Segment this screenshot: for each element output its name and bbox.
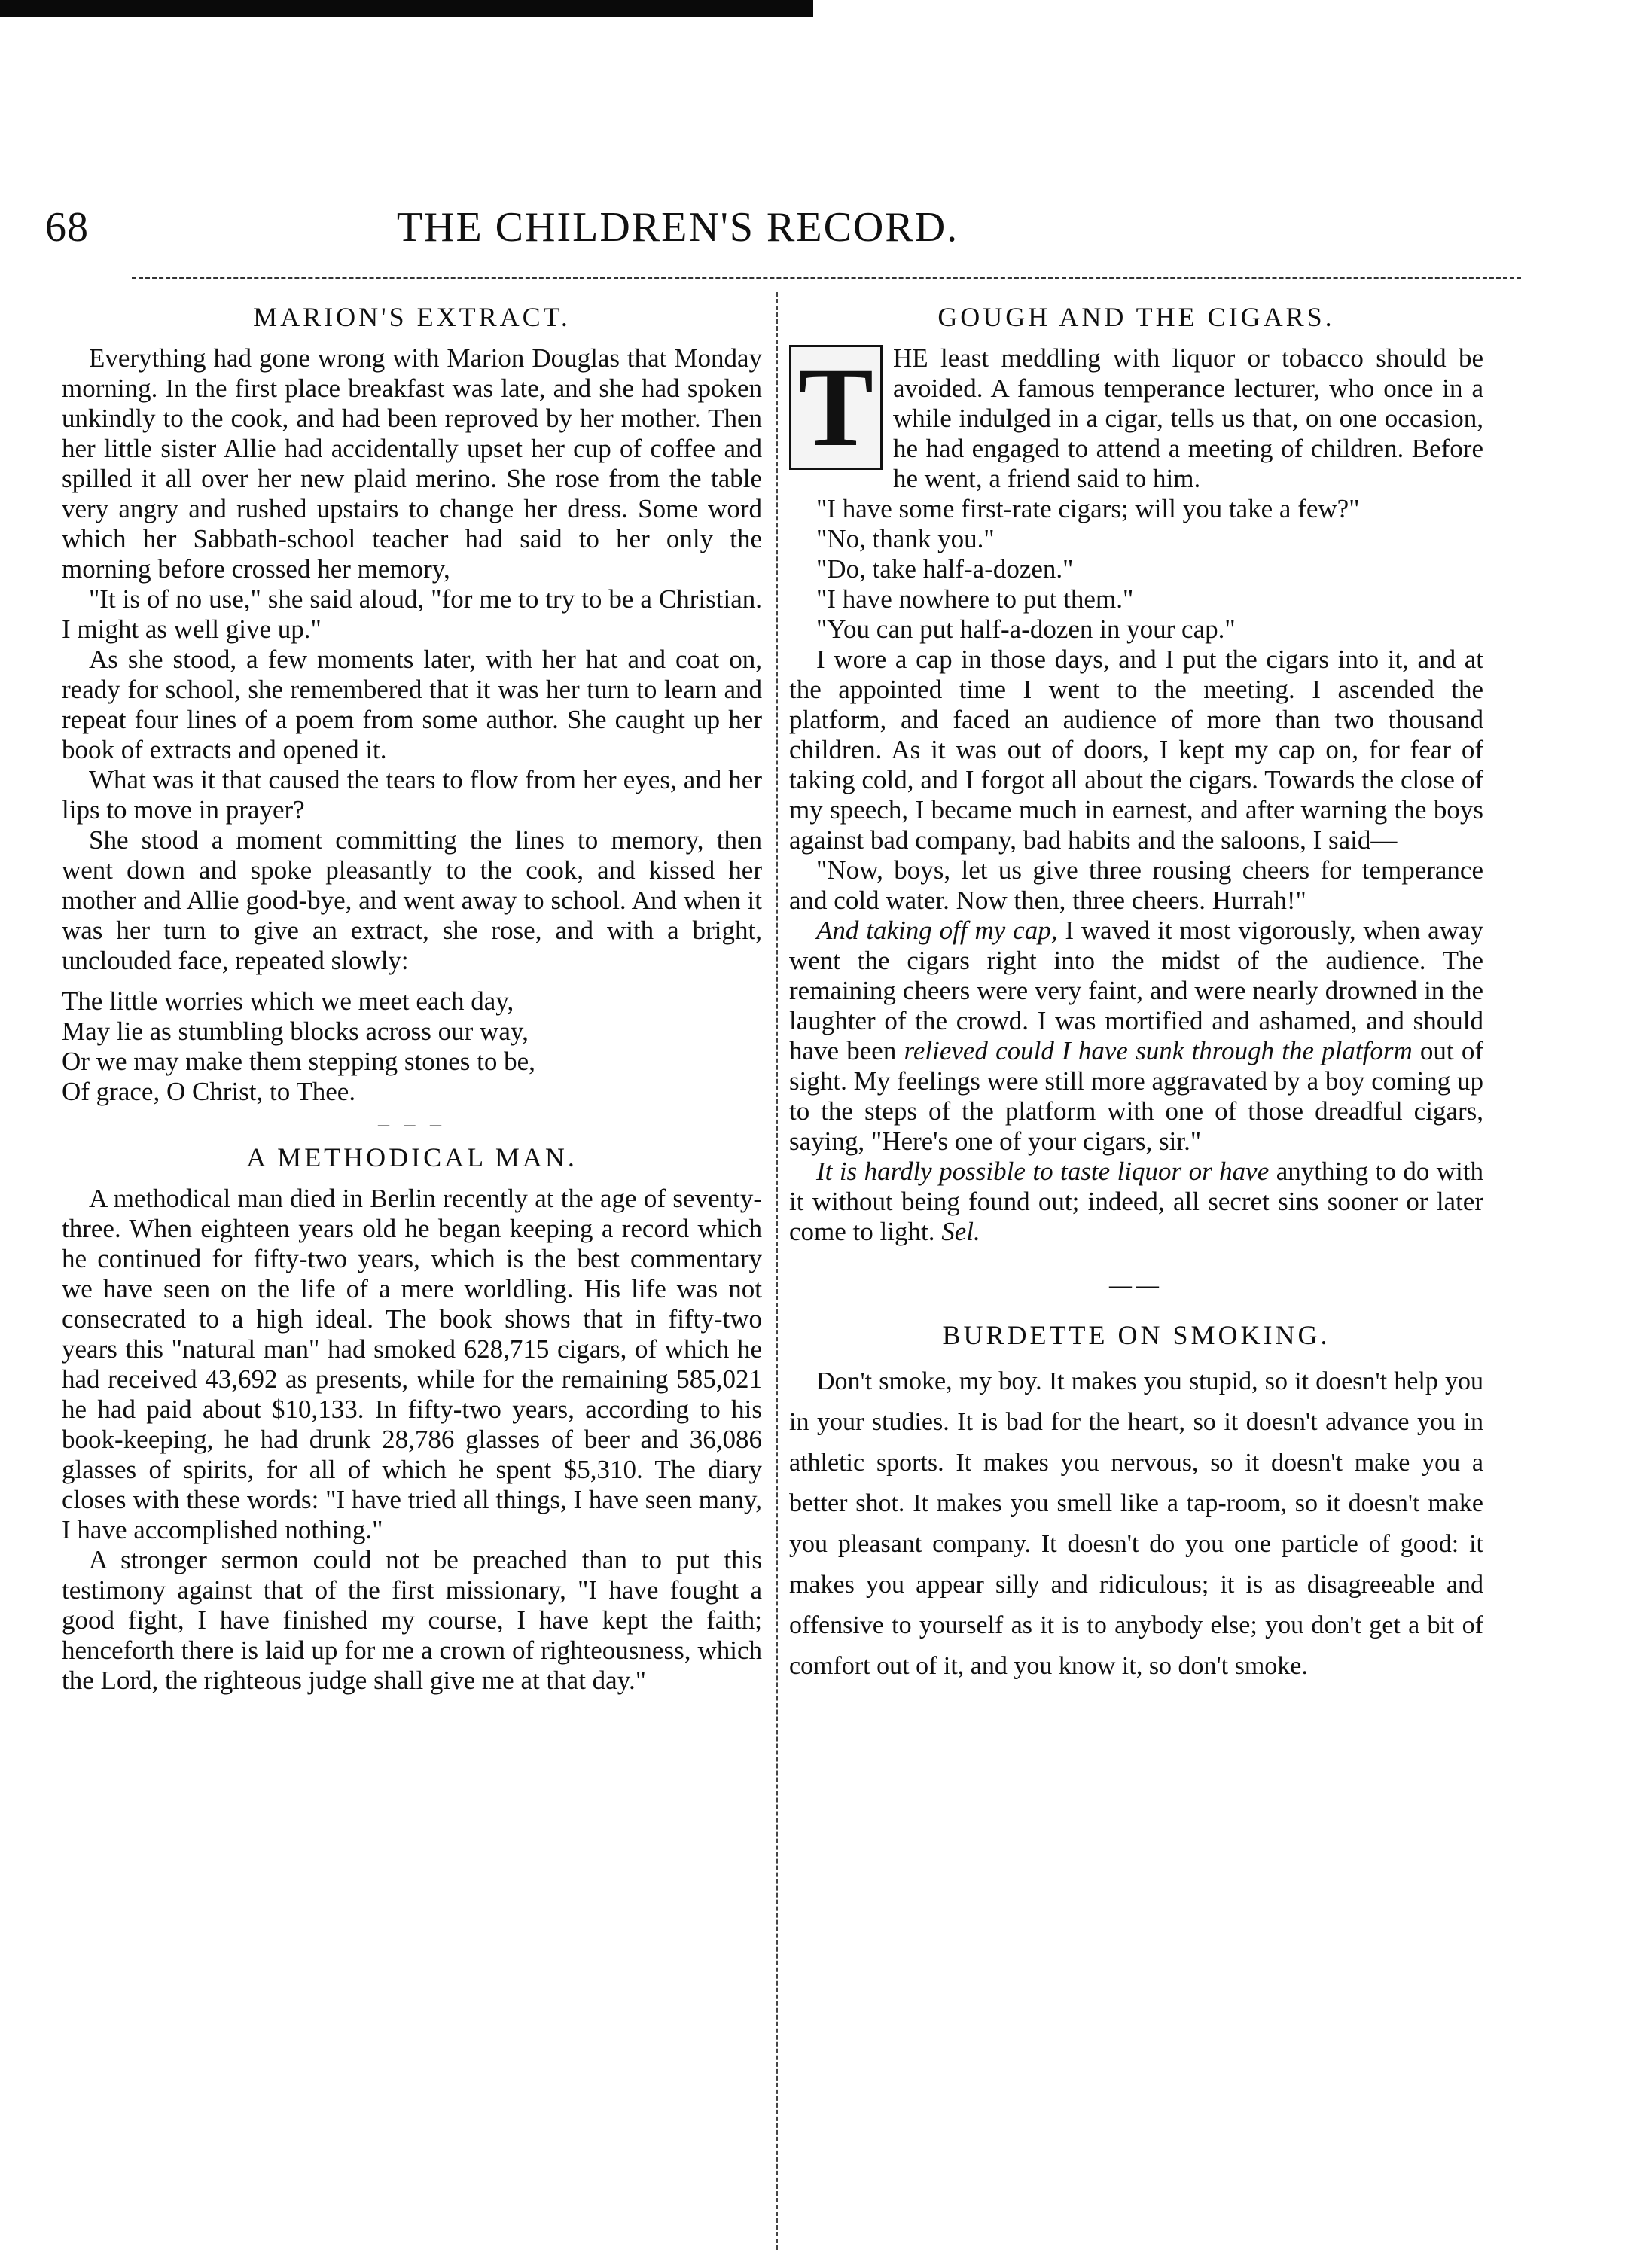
italic-phrase: And taking off my cap, (816, 916, 1058, 945)
article-marions-extract (62, 301, 762, 1137)
poem-extract (62, 986, 762, 1107)
drop-cap (789, 345, 883, 470)
dialogue-line: "I have some first-rate cigars; will you take a few?" (816, 494, 1360, 523)
paragraph: A methodical man died in Berlin recently at the age of seventy-three. When eighteen years old he began keeping a record which he continued for fifty-two years, which is the best commentary we have seen on the life of a mere worldling. His life was not consecrated to a high ideal. The book shows that in fifty-two years this "natural man" had smoked 628,715 cigars, of which he had received 43,692 as presents, while for the remaining 585,021 he had paid about $10,133. In fifty-two years, according to his book-keeping, he had drunk 28,786 glasses of beer and 36,086 glasses of spirits, for all of which he spent $5,310. The diary closes with these words: "I have tried all things, I have seen many, I have accomplished nothing." (62, 1184, 762, 1544)
article-heading: GOUGH AND THE CIGARS. (937, 302, 1335, 332)
lead-text: HE least meddling with liquor or tobacco should be avoided. A famous temperance lecturer, who once in a while indulged in a cigar, tells us that, on one occasion, he had engaged to attend a meeting of children. Before he went, a friend said to him. (893, 343, 1483, 493)
text-run: I waved it most vigorously, when away went the cigars right into the midst of the audience. The remaining cheers were very faint, and were nearly drowned in the laughter of the crowd. I was mortified and ashamed, and should have been (789, 916, 1484, 1065)
column-divider (776, 292, 778, 2250)
section-separator: —— (1109, 1273, 1163, 1297)
lead-paragraph (789, 343, 1483, 494)
poem-line: May lie as stumbling blocks across our way, (62, 1017, 529, 1046)
paragraph (789, 1157, 1483, 1247)
article-methodical-man (62, 1142, 762, 1696)
top-border-bar (0, 0, 813, 17)
right-column (789, 301, 1483, 1687)
paragraph: As she stood, a few moments later, with her hat and coat on, ready for school, she remembered that it was her turn to learn and repeat four lines of a poem from some author. She caught up her book of extracts and opened it. (62, 645, 762, 764)
paragraph (789, 916, 1483, 1157)
paragraph: She stood a moment committing the lines to memory, then went down and spoke pleasantly to the cook, and kissed her mother and Allie good-bye, and went away to school. And when it was her turn to give an extract, she rose, and with a bright, unclouded face, repeated slowly: (62, 825, 762, 975)
text-run: out of sight. My feelings were still more aggravated by a boy coming up to the steps of the platform with one of those dreadful cigars, saying, "Here's one of your cigars, sir." (789, 1036, 1484, 1156)
dialogue-line: "No, thank you." (816, 524, 995, 553)
left-column (62, 301, 762, 1696)
poem-line: Or we may make them stepping stones to be, (62, 1047, 535, 1076)
article-heading: A METHODICAL MAN. (246, 1142, 578, 1172)
paragraph: What was it that caused the tears to flow from her eyes, and her lips to move in prayer? (62, 765, 762, 825)
italic-phrase: It is hardly possible to taste liquor or have (816, 1157, 1270, 1186)
paragraph: "It is of no use," she said aloud, "for me to try to be a Christian. I might as well give up." (62, 584, 762, 644)
text-run: anything to do with it without being found out; indeed, all secret sins sooner or later come to light. (789, 1157, 1483, 1246)
section-separator: – – – (378, 1111, 446, 1136)
dialogue-line: "You can put half-a-dozen in your cap." (816, 614, 1236, 644)
poem-line: The little worries which we meet each day, (62, 986, 514, 1016)
page-number: 68 (45, 204, 89, 251)
italic-phrase: relieved could I have sunk through the platform (904, 1036, 1413, 1065)
paragraph: Don't smoke, my boy. It makes you stupid, so it doesn't help you in your studies. It is bad for the heart, so it doesn't advance you in athletic sports. It makes you nervous, so it doesn't make you a better shot. It makes you smell like a tap-room, so it doesn't make you pleasant company. It doesn't do you one particle of good: it makes you appear silly and ridiculous; it is as disagreeable and offensive to yourself as it is to anybody else; you don't get a bit of comfort out of it, and you know it, so don't smoke. (789, 1367, 1483, 1680)
dialogue-line: "I have nowhere to put them." (816, 584, 1134, 614)
article-gough-and-the-cigars (789, 301, 1483, 1298)
paragraph: I wore a cap in those days, and I put the cigars into it, and at the appointed time I went to the meeting. I ascended the platform, and faced an audience of more than two thousand children. As it was out of doors, I kept my cap on, for fear of taking cold, and I forgot all about the cigars. Towards the close of my speech, I became much in earnest, and after warning the boys against bad company, bad habits and the saloons, I said— (789, 645, 1483, 855)
paragraph: "Now, boys, let us give three rousing cheers for temperance and cold water. Now then, three cheers. Hurrah!" (789, 855, 1483, 915)
article-heading: MARION'S EXTRACT. (253, 302, 571, 332)
article-heading: BURDETTE ON SMOKING. (942, 1320, 1331, 1350)
dialogue-line: "Do, take half-a-dozen." (816, 554, 1074, 584)
running-header (45, 203, 1506, 256)
paragraph: A stronger sermon could not be preached than to put this testimony against that of the first missionary, "I have fought a good fight, I have finished my course, I have kept the faith; henceforth there is laid up for me a crown of righteousness, which the Lord, the righteous judge shall give me at that day." (62, 1545, 762, 1695)
drop-cap-letter: T (797, 345, 874, 470)
header-rule (132, 277, 1521, 279)
article-burdette-on-smoking (789, 1319, 1483, 1687)
source-signature: Sel. (941, 1217, 980, 1246)
poem-line: Of grace, O Christ, to Thee. (62, 1077, 356, 1106)
publication-title: THE CHILDREN'S RECORD. (396, 204, 959, 251)
paragraph: Everything had gone wrong with Marion Douglas that Monday morning. In the first place breakfast was late, and she had spoken unkindly to the cook, and had been reproved by her mother. Then her little sister Allie had accidentally upset her cup of coffee and spilled it all over her new plaid merino. She rose from the table very angry and rushed upstairs to change her dress. Some word which her Sabbath-school teacher had said to her only the morning before crossed her memory, (62, 343, 762, 584)
